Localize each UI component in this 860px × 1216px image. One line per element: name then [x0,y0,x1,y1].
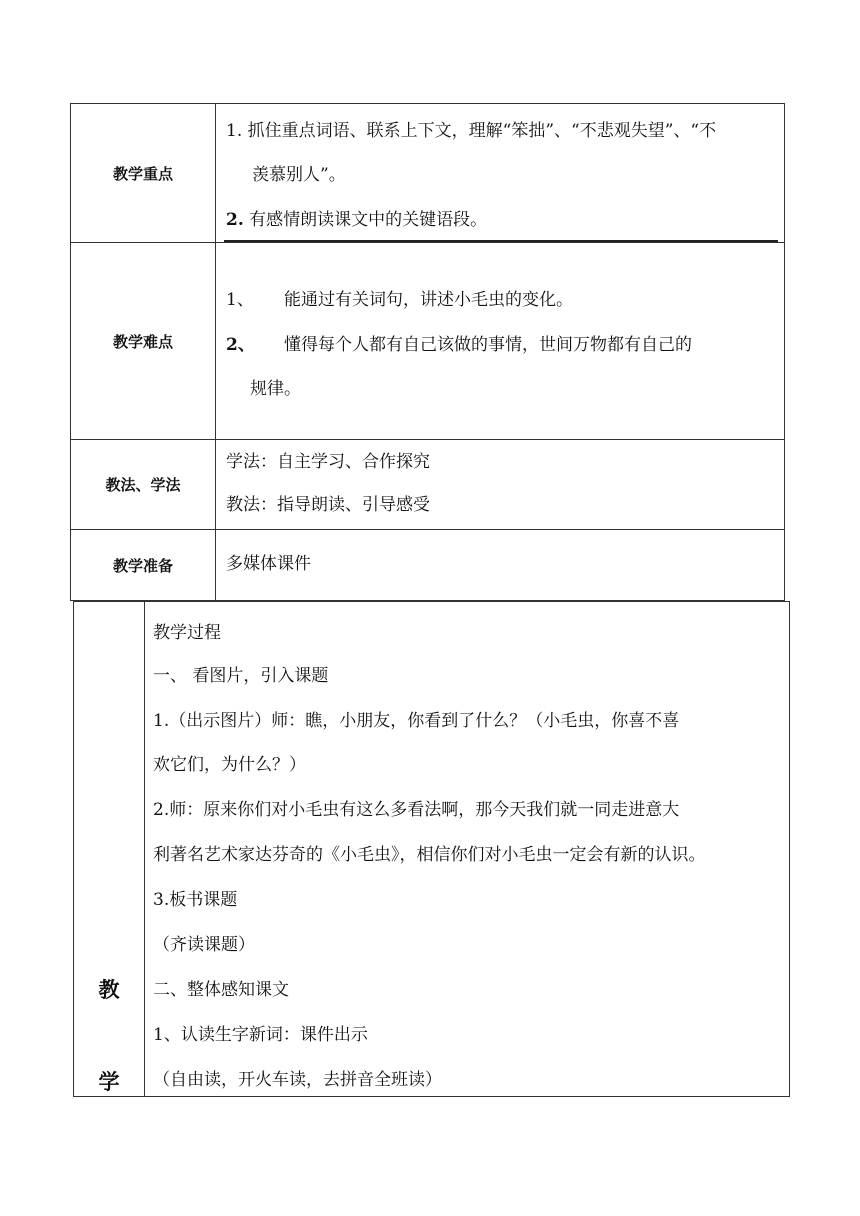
focus-line-1: 1. 抓住重点词语、联系上下文，理解“笨拙”、“不悲观失望”、“不 [226,121,717,141]
difficulty-item-1-number: 1、 [226,290,254,310]
process-line: 1.（出示图片）师：瞧，小朋友，你看到了什么？（小毛虫，你喜不喜 [153,711,680,731]
prep-text: 多媒体课件 [226,554,311,574]
difficulty-item-2-continued: 规律。 [250,379,301,399]
side-char-2: 学 [98,1070,120,1094]
difficulty-row [71,243,785,440]
methods-label: 教法、学法 [71,440,216,530]
process-line: 1、认读生字新词：课件出示 [153,1025,368,1045]
process-line: 2.师：原来你们对小毛虫有这么多看法啊，那今天我们就一同走进意大 [153,800,680,820]
teaching-process-table [73,601,790,1097]
focus-content [216,104,785,243]
underline-rule [224,240,778,242]
methods-content [216,440,785,530]
process-line: 3.板书课题 [153,890,238,910]
focus-row [71,104,785,243]
difficulty-item-2-text: 懂得每个人都有自己该做的事情，世间万物都有自己的 [284,335,692,355]
prep-label: 教学准备 [71,530,216,601]
prep-row [71,530,785,601]
process-line: 利著名艺术家达芬奇的《小毛虫》，相信你们对小毛虫一定会有新的认识。 [153,845,706,865]
process-line: 教学过程 [153,623,221,643]
methods-row [71,440,785,530]
lesson-info-table [70,103,785,601]
difficulty-item-2-number: 2、 [226,335,255,355]
focus-line-3-text: 有感情朗读课文中的关键语段。 [243,210,488,230]
column-divider [144,602,145,1096]
prep-content [216,530,785,601]
process-body [153,602,785,1096]
methods-study-line: 学法：自主学习、合作探究 [226,452,430,472]
process-line: （自由读，开火车读，去拼音全班读） [153,1070,442,1090]
process-line: （齐读课题） [153,935,255,955]
side-char-1: 教 [98,978,120,1002]
methods-teach-line: 教法：指导朗读、引导感受 [226,495,430,515]
process-line: 一、 看图片，引入课题 [153,666,329,686]
difficulty-content [216,243,785,440]
focus-line-2: 羡慕别人”。 [252,165,346,185]
focus-line-3 [226,212,487,229]
process-line: 欢它们，为什么？） [153,755,306,775]
difficulty-label: 教学难点 [71,243,216,440]
focus-line-3-number: 2. [226,210,244,230]
process-line: 二、整体感知课文 [153,980,289,1000]
difficulty-item-1-text: 能通过有关词句，讲述小毛虫的变化。 [284,290,573,310]
focus-label: 教学重点 [71,104,216,243]
